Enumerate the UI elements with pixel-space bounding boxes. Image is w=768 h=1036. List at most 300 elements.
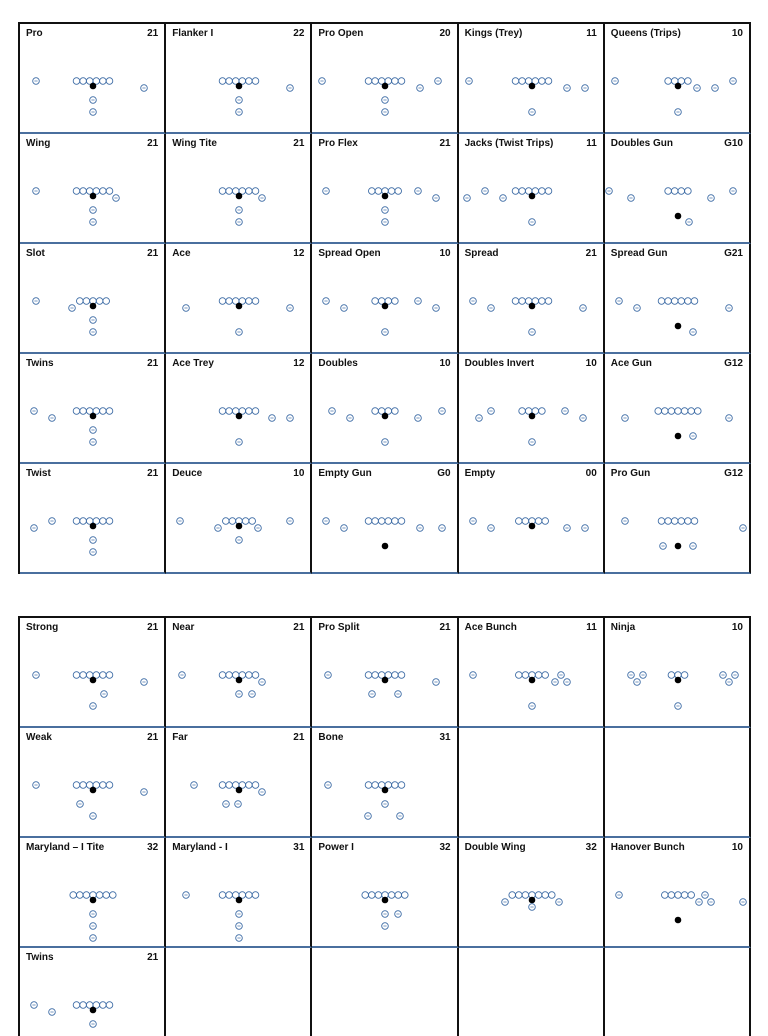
formation-name: Bone [318, 732, 344, 743]
lineman-marker [395, 892, 402, 899]
lineman-marker [242, 518, 249, 525]
formation-name: Power I [318, 842, 354, 853]
quarterback-marker [90, 193, 97, 200]
lineman-marker [366, 78, 373, 85]
lineman-marker [392, 782, 399, 789]
formation-name: Twins [26, 952, 54, 963]
formation-name: Weak [26, 732, 52, 743]
personnel-code: 12 [293, 248, 305, 259]
formation-diagram [605, 618, 751, 726]
lineman-marker [375, 892, 382, 899]
formation-name: Hanover Bunch [610, 842, 685, 853]
lineman-marker [665, 518, 672, 525]
lineman-marker [219, 672, 226, 679]
quarterback-marker [90, 413, 97, 420]
lineman-marker [252, 782, 259, 789]
formation-cell [459, 24, 605, 134]
quarterback-marker [674, 213, 681, 220]
formation-cell [20, 728, 166, 838]
formation-cell [312, 354, 458, 464]
formation-diagram [605, 838, 751, 946]
formation-name: Doubles [318, 358, 358, 369]
formation-diagram [312, 134, 458, 242]
lineman-marker [522, 672, 529, 679]
lineman-marker [96, 298, 103, 305]
personnel-code: 21 [147, 358, 159, 369]
formation-name: Empty [464, 468, 496, 479]
lineman-marker [106, 408, 113, 415]
personnel-code: 10 [585, 358, 597, 369]
formation-name: Deuce [172, 468, 203, 479]
lineman-marker [96, 892, 103, 899]
formation-cell [20, 24, 166, 134]
lineman-marker [541, 892, 548, 899]
quarterback-marker [528, 193, 535, 200]
personnel-code: 21 [439, 138, 451, 149]
lineman-marker [668, 672, 675, 679]
lineman-marker [73, 518, 80, 525]
formation-name: Ace Trey [172, 358, 214, 369]
formation-cell [166, 464, 312, 574]
formation-diagram [20, 354, 166, 462]
formation-diagram [459, 838, 605, 946]
lineman-marker [246, 188, 253, 195]
lineman-marker [538, 188, 545, 195]
formation-name: Pro Open [318, 28, 364, 39]
quarterback-marker [90, 897, 97, 904]
lineman-marker [226, 892, 233, 899]
formation-cell [459, 618, 605, 728]
personnel-code: 21 [147, 468, 159, 479]
quarterback-marker [90, 523, 97, 530]
quarterback-marker [528, 413, 535, 420]
lineman-marker [392, 298, 399, 305]
lineman-marker [80, 188, 87, 195]
formation-diagram [20, 244, 166, 352]
formation-diagram [459, 948, 605, 1036]
formation-cell [20, 464, 166, 574]
lineman-marker [100, 672, 107, 679]
empty-cell [605, 728, 751, 838]
lineman-marker [684, 518, 691, 525]
lineman-marker [73, 408, 80, 415]
lineman-marker [691, 298, 698, 305]
formation-diagram [20, 464, 166, 572]
lineman-marker [402, 892, 409, 899]
formation-name: Twist [26, 468, 51, 479]
formation-name: Spread Open [318, 248, 381, 259]
formation-diagram [605, 24, 751, 132]
lineman-marker [399, 78, 406, 85]
lineman-marker [100, 78, 107, 85]
empty-cell [166, 948, 312, 1036]
lineman-marker [678, 188, 685, 195]
lineman-marker [246, 782, 253, 789]
personnel-code: 22 [293, 28, 305, 39]
personnel-code: 10 [439, 248, 451, 259]
lineman-marker [684, 298, 691, 305]
personnel-code: 21 [147, 622, 159, 633]
lineman-marker [100, 408, 107, 415]
lineman-marker [252, 408, 259, 415]
formation-name: Maryland – I Tite [26, 842, 105, 853]
lineman-marker [246, 298, 253, 305]
formation-diagram [605, 728, 751, 836]
formation-diagram [312, 838, 458, 946]
formation-cell [605, 618, 751, 728]
lineman-marker [219, 298, 226, 305]
formation-cell [166, 244, 312, 354]
quarterback-marker [236, 413, 243, 420]
lineman-marker [541, 518, 548, 525]
lineman-marker [80, 782, 87, 789]
lineman-marker [688, 892, 695, 899]
formation-name: Pro [26, 28, 43, 39]
formation-diagram [20, 728, 166, 836]
lineman-marker [246, 892, 253, 899]
formation-diagram [20, 618, 166, 726]
lineman-marker [80, 672, 87, 679]
formation-diagram [312, 354, 458, 462]
formation-cell [459, 464, 605, 574]
quarterback-marker [236, 303, 243, 310]
quarterback-marker [382, 897, 389, 904]
formation-name: Ace [172, 248, 191, 259]
lineman-marker [392, 518, 399, 525]
lineman-marker [70, 892, 77, 899]
formation-cell [459, 134, 605, 244]
formation-name: Maryland - I [172, 842, 228, 853]
formation-name: Spread Gun [610, 248, 668, 259]
lineman-marker [392, 672, 399, 679]
quarterback-marker [382, 543, 389, 550]
formation-name: Slot [26, 248, 45, 259]
formation-diagram [166, 728, 312, 836]
formation-diagram [312, 618, 458, 726]
quarterback-marker [236, 677, 243, 684]
lineman-marker [518, 408, 525, 415]
lineman-marker [226, 782, 233, 789]
quarterback-marker [90, 1007, 97, 1014]
formation-name: Strong [26, 622, 59, 633]
formation-diagram [459, 244, 605, 352]
lineman-marker [223, 518, 230, 525]
quarterback-marker [236, 897, 243, 904]
lineman-marker [252, 78, 259, 85]
lineman-marker [106, 782, 113, 789]
lineman-marker [80, 78, 87, 85]
formation-cell [20, 948, 166, 1036]
lineman-marker [372, 518, 379, 525]
formation-diagram [166, 354, 312, 462]
formation-name: Double Wing [464, 842, 526, 853]
lineman-marker [515, 892, 522, 899]
lineman-marker [372, 782, 379, 789]
lineman-marker [665, 298, 672, 305]
formation-diagram [459, 24, 605, 132]
lineman-marker [103, 298, 110, 305]
formation-cell [20, 618, 166, 728]
personnel-code: 21 [293, 622, 305, 633]
lineman-marker [372, 672, 379, 679]
lineman-marker [535, 892, 542, 899]
quarterback-marker [528, 523, 535, 530]
lineman-marker [100, 188, 107, 195]
lineman-marker [106, 78, 113, 85]
lineman-marker [658, 298, 665, 305]
formation-name: Doubles Invert [464, 358, 535, 369]
formation-cell [605, 244, 751, 354]
lineman-marker [522, 518, 529, 525]
lineman-marker [366, 782, 373, 789]
formation-diagram [20, 838, 166, 946]
lineman-marker [226, 408, 233, 415]
lineman-marker [73, 672, 80, 679]
formation-cell [459, 838, 605, 948]
formation-cell [605, 24, 751, 134]
formation-diagram [20, 24, 166, 132]
formation-name: Jacks (Twist Trips) [464, 138, 554, 149]
personnel-code: 21 [147, 28, 159, 39]
personnel-code: 21 [147, 138, 159, 149]
formation-cell [166, 24, 312, 134]
formation-cell [312, 618, 458, 728]
lineman-marker [671, 298, 678, 305]
quarterback-marker [528, 897, 535, 904]
quarterback-marker [90, 303, 97, 310]
formation-name: Spread [464, 248, 499, 259]
formation-sheet-1 [18, 22, 751, 574]
formation-cell [166, 838, 312, 948]
empty-cell [459, 728, 605, 838]
formation-name: Flanker I [172, 28, 214, 39]
formation-diagram [312, 464, 458, 572]
formation-name: Pro Split [318, 622, 360, 633]
lineman-marker [252, 188, 259, 195]
lineman-marker [665, 78, 672, 85]
lineman-marker [671, 188, 678, 195]
formation-name: Kings (Trey) [464, 28, 523, 39]
formation-name: Ace Bunch [464, 622, 517, 633]
personnel-code: 21 [293, 138, 305, 149]
formation-diagram [312, 948, 458, 1036]
quarterback-marker [236, 787, 243, 794]
personnel-code: 32 [439, 842, 451, 853]
lineman-marker [545, 78, 552, 85]
formation-diagram [605, 244, 751, 352]
formation-name: Far [172, 732, 188, 743]
personnel-code: 10 [731, 842, 743, 853]
lineman-marker [379, 518, 386, 525]
lineman-marker [691, 518, 698, 525]
quarterback-marker [236, 523, 243, 530]
personnel-code: 11 [586, 138, 597, 149]
formation-diagram [166, 24, 312, 132]
personnel-code: G21 [724, 248, 743, 259]
formation-cell [459, 354, 605, 464]
lineman-marker [385, 518, 392, 525]
formation-cell [312, 838, 458, 948]
lineman-marker [518, 188, 525, 195]
formation-name: Queens (Trips) [610, 28, 681, 39]
formation-diagram [605, 464, 751, 572]
formation-cell [20, 838, 166, 948]
formation-diagram [166, 464, 312, 572]
personnel-code: 21 [147, 952, 159, 963]
formation-cell [166, 618, 312, 728]
lineman-marker [366, 518, 373, 525]
lineman-marker [399, 782, 406, 789]
lineman-marker [399, 672, 406, 679]
formation-cell [20, 354, 166, 464]
personnel-code: 32 [585, 842, 597, 853]
formation-cell [20, 244, 166, 354]
quarterback-marker [528, 83, 535, 90]
personnel-code: G12 [724, 468, 743, 479]
lineman-marker [389, 892, 396, 899]
lineman-marker [681, 672, 688, 679]
formation-name: Empty Gun [318, 468, 372, 479]
formation-diagram [459, 134, 605, 242]
lineman-marker [372, 78, 379, 85]
lineman-marker [389, 188, 396, 195]
formation-name: Ninja [610, 622, 636, 633]
lineman-marker [661, 892, 668, 899]
empty-cell [312, 948, 458, 1036]
formation-diagram [166, 618, 312, 726]
lineman-marker [80, 1002, 87, 1009]
lineman-marker [541, 672, 548, 679]
formation-cell [20, 134, 166, 244]
formation-diagram [166, 134, 312, 242]
lineman-marker [668, 408, 675, 415]
lineman-marker [246, 408, 253, 415]
personnel-code: 11 [586, 28, 597, 39]
lineman-marker [77, 298, 84, 305]
formation-name: Pro Flex [318, 138, 358, 149]
quarterback-marker [382, 83, 389, 90]
formation-cell [605, 354, 751, 464]
lineman-marker [512, 188, 519, 195]
lineman-marker [246, 672, 253, 679]
formation-diagram [605, 134, 751, 242]
lineman-marker [512, 78, 519, 85]
lineman-marker [226, 672, 233, 679]
formation-cell [605, 134, 751, 244]
personnel-code: 10 [293, 468, 305, 479]
lineman-marker [106, 1002, 113, 1009]
lineman-marker [106, 672, 113, 679]
formation-diagram [166, 948, 312, 1036]
lineman-marker [674, 892, 681, 899]
formation-diagram [166, 838, 312, 946]
lineman-marker [375, 188, 382, 195]
lineman-marker [515, 672, 522, 679]
quarterback-marker [674, 917, 681, 924]
lineman-marker [77, 892, 84, 899]
lineman-marker [219, 408, 226, 415]
quarterback-marker [528, 677, 535, 684]
quarterback-marker [90, 787, 97, 794]
formation-cell [605, 464, 751, 574]
lineman-marker [545, 298, 552, 305]
personnel-code: 10 [439, 358, 451, 369]
quarterback-marker [90, 83, 97, 90]
formation-name: Wing Tite [172, 138, 217, 149]
lineman-marker [106, 188, 113, 195]
lineman-marker [229, 518, 236, 525]
personnel-code: 21 [585, 248, 597, 259]
personnel-code: 32 [147, 842, 159, 853]
formation-cell [459, 244, 605, 354]
quarterback-marker [528, 303, 535, 310]
lineman-marker [548, 892, 555, 899]
formation-diagram [459, 618, 605, 726]
empty-cell [605, 948, 751, 1036]
lineman-marker [684, 188, 691, 195]
formation-name: Ace Gun [610, 358, 652, 369]
lineman-marker [508, 892, 515, 899]
formation-diagram [605, 948, 751, 1036]
lineman-marker [372, 408, 379, 415]
formation-diagram [459, 354, 605, 462]
personnel-code: 10 [731, 622, 743, 633]
formation-diagram [20, 134, 166, 242]
formation-name: Twins [26, 358, 54, 369]
lineman-marker [219, 188, 226, 195]
personnel-code: 21 [147, 248, 159, 259]
lineman-marker [372, 298, 379, 305]
lineman-marker [545, 188, 552, 195]
personnel-code: G12 [724, 358, 743, 369]
lineman-marker [538, 408, 545, 415]
lineman-marker [518, 298, 525, 305]
lineman-marker [226, 188, 233, 195]
lineman-marker [658, 518, 665, 525]
lineman-marker [694, 408, 701, 415]
formation-cell [312, 24, 458, 134]
formation-diagram [312, 728, 458, 836]
quarterback-marker [674, 433, 681, 440]
lineman-marker [80, 518, 87, 525]
formation-cell [312, 728, 458, 838]
formation-cell [312, 244, 458, 354]
personnel-code: 21 [147, 732, 159, 743]
lineman-marker [110, 892, 117, 899]
personnel-code: 20 [439, 28, 451, 39]
lineman-marker [369, 892, 376, 899]
personnel-code: 21 [293, 732, 305, 743]
formation-diagram [459, 464, 605, 572]
lineman-marker [100, 518, 107, 525]
quarterback-marker [674, 677, 681, 684]
lineman-marker [226, 298, 233, 305]
lineman-marker [103, 892, 110, 899]
formation-name: Near [172, 622, 195, 633]
formation-name: Pro Gun [610, 468, 651, 479]
formation-name: Doubles Gun [610, 138, 674, 149]
lineman-marker [73, 78, 80, 85]
quarterback-marker [382, 413, 389, 420]
formation-name: Wing [26, 138, 51, 149]
quarterback-marker [236, 193, 243, 200]
lineman-marker [246, 78, 253, 85]
lineman-marker [219, 78, 226, 85]
quarterback-marker [382, 303, 389, 310]
lineman-marker [73, 188, 80, 195]
personnel-code: 31 [293, 842, 305, 853]
lineman-marker [106, 518, 113, 525]
